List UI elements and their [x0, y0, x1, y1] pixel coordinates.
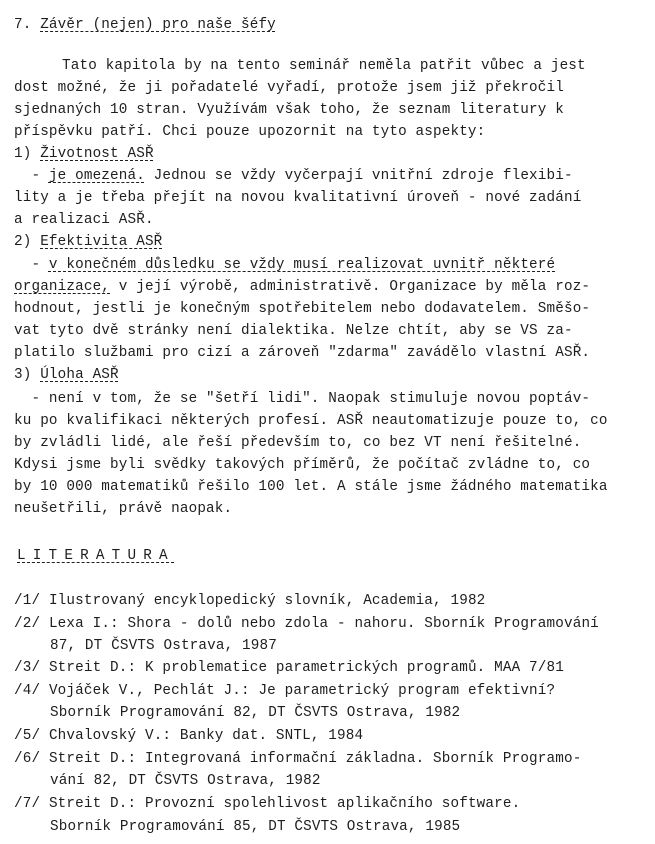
aspect-line: by zvládli lidé, ale řeší především to, co bez VT není řešitelné. — [14, 435, 582, 451]
reference-number: /1/ — [14, 593, 41, 609]
aspect-line: by 10 000 matematiků řešilo 100 let. A stále jsme žádného matematika — [14, 479, 608, 495]
chapter-title: Závěr (nejen) pro naše šéfy — [40, 17, 276, 33]
aspect-number: 1) — [14, 146, 32, 162]
reference-continuation: 87, DT ČSVTS Ostrava, 1987 — [50, 638, 277, 654]
reference-entry: /5/ Chvalovský V.: Banky dat. SNTL, 1984 — [14, 728, 364, 744]
reference-continuation: Sborník Programování 82, DT ČSVTS Ostrava, 1982 — [50, 705, 461, 721]
aspect-emphasis: organizace, — [14, 279, 111, 295]
aspect-title: Úloha ASŘ — [40, 367, 119, 383]
reference-number: /5/ — [14, 728, 41, 744]
reference-number: /4/ — [14, 683, 41, 699]
aspect-heading — [14, 145, 154, 164]
reference-number: /2/ — [14, 616, 41, 632]
aspect-line: Kdysi jsme byli svědky takových příměrů, že počítač zvládne to, co — [14, 457, 591, 473]
aspect-number: 2) — [14, 234, 32, 250]
aspect-line: platilo službami pro cizí a zároveň "zdarma" zavádělo vlastní ASŘ. — [14, 345, 591, 361]
reference-entry: /4/ Vojáček V., Pechlát J.: Je parametrický program efektivní? — [14, 683, 556, 699]
aspect-heading — [14, 366, 119, 385]
aspect-line: vat tyto dvě stránky není dialektika. Nelze chtít, aby se VS za- — [14, 323, 573, 339]
reference-entry: /6/ Streit D.: Integrovaná informační základna. Sborník Programo- — [14, 751, 582, 767]
reference-number: /6/ — [14, 751, 41, 767]
aspect-title: Efektivita ASŘ — [40, 234, 163, 250]
aspect-emphasis: v konečném důsledku se vždy musí realizovat uvnitř některé — [48, 257, 556, 273]
intro-line: dost možné, že ji pořadatelé vyřadí, protože jsem již překročil — [14, 80, 564, 96]
aspect-line: organizace, v její výrobě, administrativě. Organizace by měla roz- — [14, 279, 591, 295]
reference-number: /7/ — [14, 796, 41, 812]
aspect-number: 3) — [14, 367, 32, 383]
literature-heading: LITERATURA — [17, 548, 175, 564]
reference-entry: /2/ Lexa I.: Shora - dolů nebo zdola - nahoru. Sborník Programování — [14, 616, 599, 632]
aspect-title: Životnost ASŘ — [40, 146, 154, 162]
intro-line: příspěvku patří. Chci pouze upozornit na tyto aspekty: — [14, 124, 486, 140]
chapter-number: 7. — [14, 17, 32, 33]
aspect-line: hodnout, jestli je konečným spotřebitelem nebo dodavatelem. Směšo- — [14, 301, 591, 317]
aspect-line: a realizaci ASŘ. — [14, 212, 154, 228]
reference-entry: /7/ Streit D.: Provozní spolehlivost aplikačního software. — [14, 796, 521, 812]
reference-entry: /3/ Streit D.: K problematice parametrických programů. MAA 7/81 — [14, 660, 564, 676]
aspect-line: neušetřili, právě naopak. — [14, 501, 233, 517]
reference-continuation: Sborník Programování 85, DT ČSVTS Ostrava, 1985 — [50, 819, 461, 835]
aspect-line: - není v tom, že se "šetří lidi". Naopak stimuluje novou poptáv- — [14, 391, 591, 407]
chapter-heading — [14, 16, 276, 35]
aspect-heading — [14, 233, 162, 252]
aspect-line: - je omezená. Jednou se vždy vyčerpají vnitřní zdroje flexibi- — [14, 168, 573, 184]
aspect-emphasis: je omezená. — [48, 168, 145, 184]
aspect-line: lity a je třeba přejít na novou kvalitativní úroveň - nové zadání — [14, 190, 582, 206]
intro-line: sjednaných 10 stran. Využívám však toho, že seznam literatury k — [14, 102, 564, 118]
aspect-line: ku po kvalifikaci některých profesí. ASŘ neautomatizuje pouze to, co — [14, 413, 608, 429]
reference-entry: /1/ Ilustrovaný encyklopedický slovník, Academia, 1982 — [14, 593, 486, 609]
aspect-line: - v konečném důsledku se vždy musí realizovat uvnitř některé — [14, 257, 556, 273]
intro-line: Tato kapitola by na tento seminář neměla patřit vůbec a jest — [62, 58, 586, 74]
reference-number: /3/ — [14, 660, 41, 676]
reference-continuation: vání 82, DT ČSVTS Ostrava, 1982 — [50, 773, 321, 789]
